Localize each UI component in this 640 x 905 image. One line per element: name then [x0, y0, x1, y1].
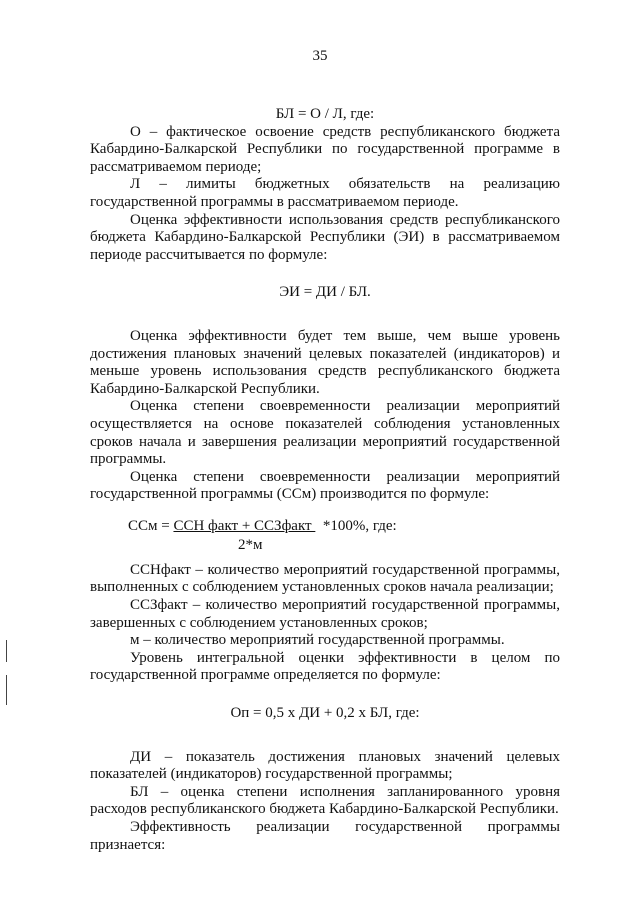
formula-ssm-rest: *100%, где:	[322, 517, 397, 534]
paragraph-efficiency: Оценка эффективности будет тем выше, чем выше уровень достижения плановых значений целевых показателей (индикаторов) и меньше уровень использования средств республиканского бюджета Кабардино-Балкарской Республики.	[90, 327, 560, 397]
definition-o: О – фактическое освоение средств республиканского бюджета Кабардино-Балкарской Республики по государственной программе в рассматриваемом периоде;	[90, 123, 560, 175]
document-body	[90, 106, 560, 854]
scan-margin-mark	[6, 640, 7, 662]
definition-bl: БЛ – оценка степени исполнения запланированного уровня расходов республиканского бюджета Кабардино-Балкарской Республики.	[90, 783, 560, 818]
paragraph-recognized: Эффективность реализации государственной программы признается:	[90, 819, 560, 853]
formula-ei: ЭИ = ДИ / БЛ.	[279, 284, 371, 301]
paragraph-ssm-intro: Оценка степени своевременности реализации мероприятий государственной программы (ССм) производится по формуле:	[90, 468, 560, 503]
definition-m: м – количество мероприятий государственной программы.	[130, 632, 505, 649]
definition-ssz: ССЗфакт – количество мероприятий государственной программы, завершенных с соблюдением установленных сроков;	[90, 597, 560, 631]
formula-ssm	[90, 518, 560, 562]
paragraph-ei-intro: Оценка эффективности использования средств республиканского бюджета Кабардино-Балкарской Республики (ЭИ) в рассматриваемом периоде рассчитывается по формуле:	[90, 211, 560, 263]
definition-ssn: ССНфакт – количество мероприятий государственной программы, выполненных с соблюдением установленных сроков начала реализации;	[90, 561, 560, 596]
definition-l: Л – лимиты бюджетных обязательств на реализацию государственной программы в рассматриваемом периоде.	[90, 176, 560, 210]
paragraph-integral: Уровень интегральной оценки эффективности в целом по государственной программе определяется по формуле:	[90, 649, 560, 684]
formula-ssm-lhs: ССм =	[128, 517, 174, 534]
formula-ssm-numerator: ССН факт + ССЗфакт	[173, 517, 316, 534]
formula-op: Оп = 0,5 х ДИ + 0,2 х БЛ, где:	[230, 705, 420, 722]
page-number: 35	[312, 48, 328, 64]
formula-bl: БЛ = О / Л, где:	[275, 106, 375, 122]
definition-di: ДИ – показатель достижения плановых значений целевых показателей (индикаторов) государственной программы;	[90, 748, 560, 783]
scan-margin-mark	[6, 675, 7, 705]
paragraph-timeliness: Оценка степени своевременности реализации мероприятий осуществляется на основе показателей соблюдения установленных сроков начала и завершения реализации мероприятий государственной программы.	[90, 398, 560, 468]
formula-ssm-denominator: 2*м	[238, 536, 263, 553]
